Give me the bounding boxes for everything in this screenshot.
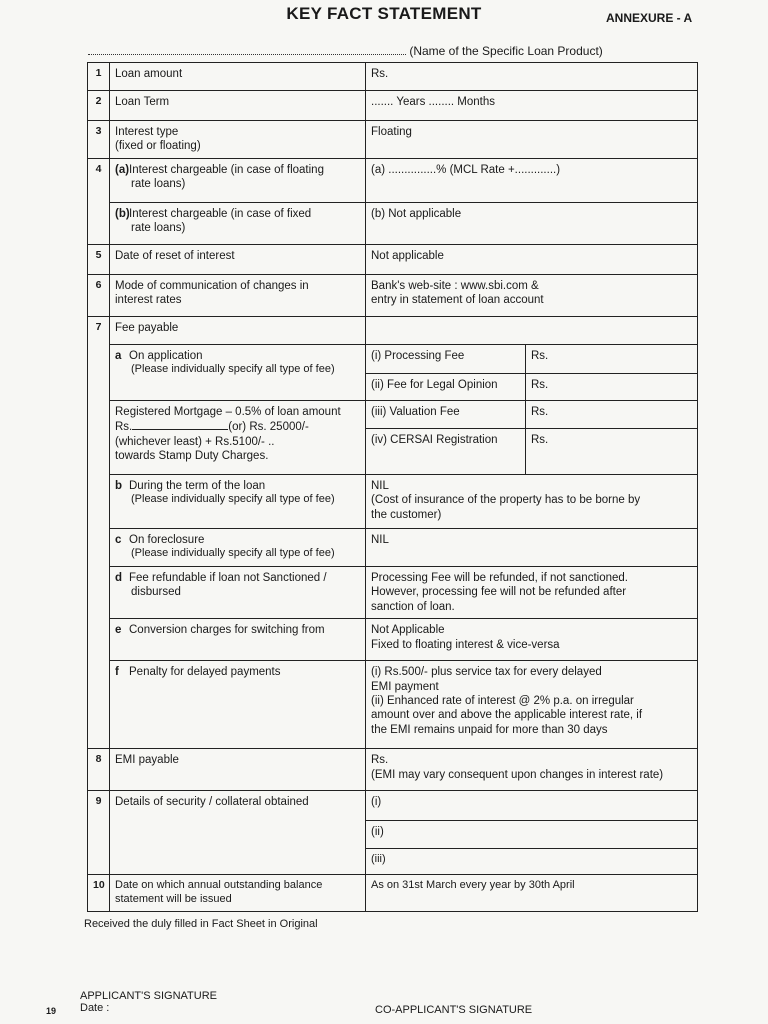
mortgage-line: towards Stamp Duty Charges. xyxy=(115,450,269,463)
fee-value: Rs. xyxy=(526,345,698,374)
fee-name: (iv) CERSAI Registration xyxy=(366,429,526,475)
row-loan-amount xyxy=(88,63,698,91)
row-value-line: Processing Fee will be refunded, if not sanctioned. xyxy=(371,572,628,584)
row-label-line: rate loans) xyxy=(131,178,186,191)
mortgage-rs: Rs. xyxy=(115,421,133,434)
row-value-line: NIL xyxy=(371,480,389,492)
row-label-line: Mode of communication of changes in xyxy=(115,280,309,292)
row-value-line: Bank's web-site : www.sbi.com & xyxy=(371,280,539,292)
annexure-label: ANNEXURE - A xyxy=(606,11,693,25)
row-value: ....... Years ........ Months xyxy=(366,91,698,121)
row-communication-mode xyxy=(88,275,698,317)
applicant-signature-label: APPLICANT'S SIGNATURE xyxy=(80,990,217,1002)
row-label-line: Conversion charges for switching from xyxy=(129,624,325,637)
mortgage-line: Registered Mortgage – 0.5% of loan amount xyxy=(115,406,341,418)
row-value-line: sanction of loan. xyxy=(371,600,455,613)
row-label: Fee payable xyxy=(110,317,366,345)
row-value xyxy=(366,749,698,791)
row-label xyxy=(110,475,366,529)
key-fact-table xyxy=(87,62,698,912)
date-label: Date : xyxy=(80,1002,110,1014)
row-statement-date xyxy=(88,875,698,912)
fee-value: Rs. xyxy=(526,374,698,401)
sub-marker: b xyxy=(115,480,123,492)
page-number: 19 xyxy=(46,1006,57,1016)
row-value-line: EMI payment xyxy=(371,680,439,693)
row-label xyxy=(110,875,366,912)
row-interest-floating xyxy=(88,159,698,203)
sub-marker: (a) xyxy=(115,164,130,176)
row-label-note: (Please individually specify all type of fee) xyxy=(131,547,335,560)
row-value xyxy=(366,619,698,661)
row-value: As on 31st March every year by 30th April xyxy=(366,875,698,912)
row-label-note: (Please individually specify all type of fee) xyxy=(131,363,335,376)
row-label-line: interest rates xyxy=(115,294,182,307)
coapplicant-signature-label: CO-APPLICANT'S SIGNATURE xyxy=(375,1004,533,1016)
row-number: 7 xyxy=(88,317,110,749)
row-number: 5 xyxy=(88,245,110,275)
sub-marker: a xyxy=(115,350,122,362)
row-label-line: Interest chargeable (in case of fixed xyxy=(129,208,312,220)
row-number: 1 xyxy=(88,63,110,91)
row-fee-foreclosure xyxy=(88,529,698,567)
row-conversion-charges xyxy=(88,619,698,661)
row-label xyxy=(110,661,366,749)
row-value: Floating xyxy=(366,121,698,159)
row-value-line: (ii) Enhanced rate of interest @ 2% p.a. on irregular xyxy=(371,694,634,707)
row-label-line: During the term of the loan xyxy=(129,480,266,492)
row-label-line: On foreclosure xyxy=(129,534,205,546)
row-fee-payable xyxy=(88,317,698,345)
row-label-note: (Please individually specify all type of fee) xyxy=(131,493,335,506)
fee-name: (iii) Valuation Fee xyxy=(366,401,526,429)
row-value-line: However, processing fee will not be refunded after xyxy=(371,586,627,599)
row-value-line: entry in statement of loan account xyxy=(371,294,544,307)
row-value-line: the customer) xyxy=(371,508,442,521)
row-label-line: On application xyxy=(129,350,203,362)
row-penalty xyxy=(88,661,698,749)
sub-marker: f xyxy=(115,666,119,679)
row-value-line: (i) Rs.500/- plus service tax for every delayed xyxy=(371,666,602,679)
page-title: KEY FACT STATEMENT xyxy=(286,4,482,23)
row-label-line: disbursed xyxy=(131,586,181,599)
row-number: 8 xyxy=(88,749,110,791)
row-label: Details of security / collateral obtained xyxy=(110,791,366,875)
row-emi-payable xyxy=(88,749,698,791)
row-label xyxy=(110,275,366,317)
fee-name: (ii) Fee for Legal Opinion xyxy=(366,374,526,401)
row-value: NIL xyxy=(366,529,698,567)
security-item: (iii) xyxy=(366,849,698,875)
fee-value: Rs. xyxy=(526,401,698,429)
row-interest-fixed xyxy=(88,203,698,245)
sub-marker: e xyxy=(115,624,122,637)
row-fee-refundable xyxy=(88,567,698,619)
row-label-line: (fixed or floating) xyxy=(115,140,201,153)
row-label-line: Date on which annual outstanding balance xyxy=(115,879,323,892)
mortgage-blank xyxy=(132,419,228,430)
security-item: (ii) xyxy=(366,821,698,849)
row-loan-term xyxy=(88,91,698,121)
row-value xyxy=(366,475,698,529)
product-name-blank xyxy=(88,44,406,55)
row-fee-valuation xyxy=(88,401,698,429)
loan-product-line xyxy=(88,44,700,58)
row-fee-during-term xyxy=(88,475,698,529)
row-label xyxy=(110,619,366,661)
row-number: 2 xyxy=(88,91,110,121)
row-label xyxy=(110,567,366,619)
mortgage-or: (or) Rs. 25000/- xyxy=(228,421,309,434)
row-label xyxy=(110,203,366,245)
row-label: Loan Term xyxy=(110,91,366,121)
row-label-line: Interest chargeable (in case of floating xyxy=(129,164,324,176)
row-value xyxy=(366,661,698,749)
row-value-empty xyxy=(366,317,698,345)
row-number: 4 xyxy=(88,159,110,245)
mortgage-note xyxy=(110,401,366,475)
row-value: Rs. xyxy=(366,63,698,91)
row-label: Loan amount xyxy=(110,63,366,91)
row-label xyxy=(110,345,366,401)
row-label xyxy=(110,121,366,159)
row-value: (a) ...............% (MCL Rate +.............) xyxy=(366,159,698,203)
received-note: Received the duly filled in Fact Sheet in Original xyxy=(84,918,318,930)
row-value: Not applicable xyxy=(366,245,698,275)
row-value-line: (Cost of insurance of the property has to be borne by xyxy=(371,494,641,507)
row-interest-type xyxy=(88,121,698,159)
row-label-line: Penalty for delayed payments xyxy=(129,666,281,679)
row-label: EMI payable xyxy=(110,749,366,791)
sub-marker: c xyxy=(115,534,122,546)
security-item: (i) xyxy=(366,791,698,821)
row-fee-processing xyxy=(88,345,698,374)
fee-value: Rs. xyxy=(526,429,698,475)
row-label-line: rate loans) xyxy=(131,222,186,235)
product-name-label: (Name of the Specific Loan Product) xyxy=(409,44,603,58)
row-label-line: statement will be issued xyxy=(115,892,232,905)
row-number: 10 xyxy=(88,875,110,912)
row-value-line: Not Applicable xyxy=(371,624,445,637)
row-value-line: Rs. xyxy=(371,754,389,767)
row-label: Date of reset of interest xyxy=(110,245,366,275)
row-label-line: Fee refundable if loan not Sanctioned / xyxy=(129,572,327,584)
row-value xyxy=(366,567,698,619)
row-value-line: the EMI remains unpaid for more than 30 days xyxy=(371,723,608,736)
row-reset-date xyxy=(88,245,698,275)
row-value: (b) Not applicable xyxy=(366,203,698,245)
row-value-line: (EMI may vary consequent upon changes in interest rate) xyxy=(371,768,664,781)
row-security-details xyxy=(88,791,698,821)
row-label xyxy=(110,159,366,203)
row-label xyxy=(110,529,366,567)
row-number: 6 xyxy=(88,275,110,317)
sub-marker: d xyxy=(115,572,123,584)
row-value-line: amount over and above the applicable interest rate, if xyxy=(371,709,643,722)
row-label-line: Interest type xyxy=(115,126,179,138)
row-value xyxy=(366,275,698,317)
row-value-line: Fixed to floating interest & vice-versa xyxy=(371,638,560,651)
mortgage-line: (whichever least) + Rs.5100/- .. xyxy=(115,435,275,448)
fee-name: (i) Processing Fee xyxy=(366,345,526,374)
row-number: 3 xyxy=(88,121,110,159)
sub-marker: (b) xyxy=(115,208,130,220)
row-number: 9 xyxy=(88,791,110,875)
